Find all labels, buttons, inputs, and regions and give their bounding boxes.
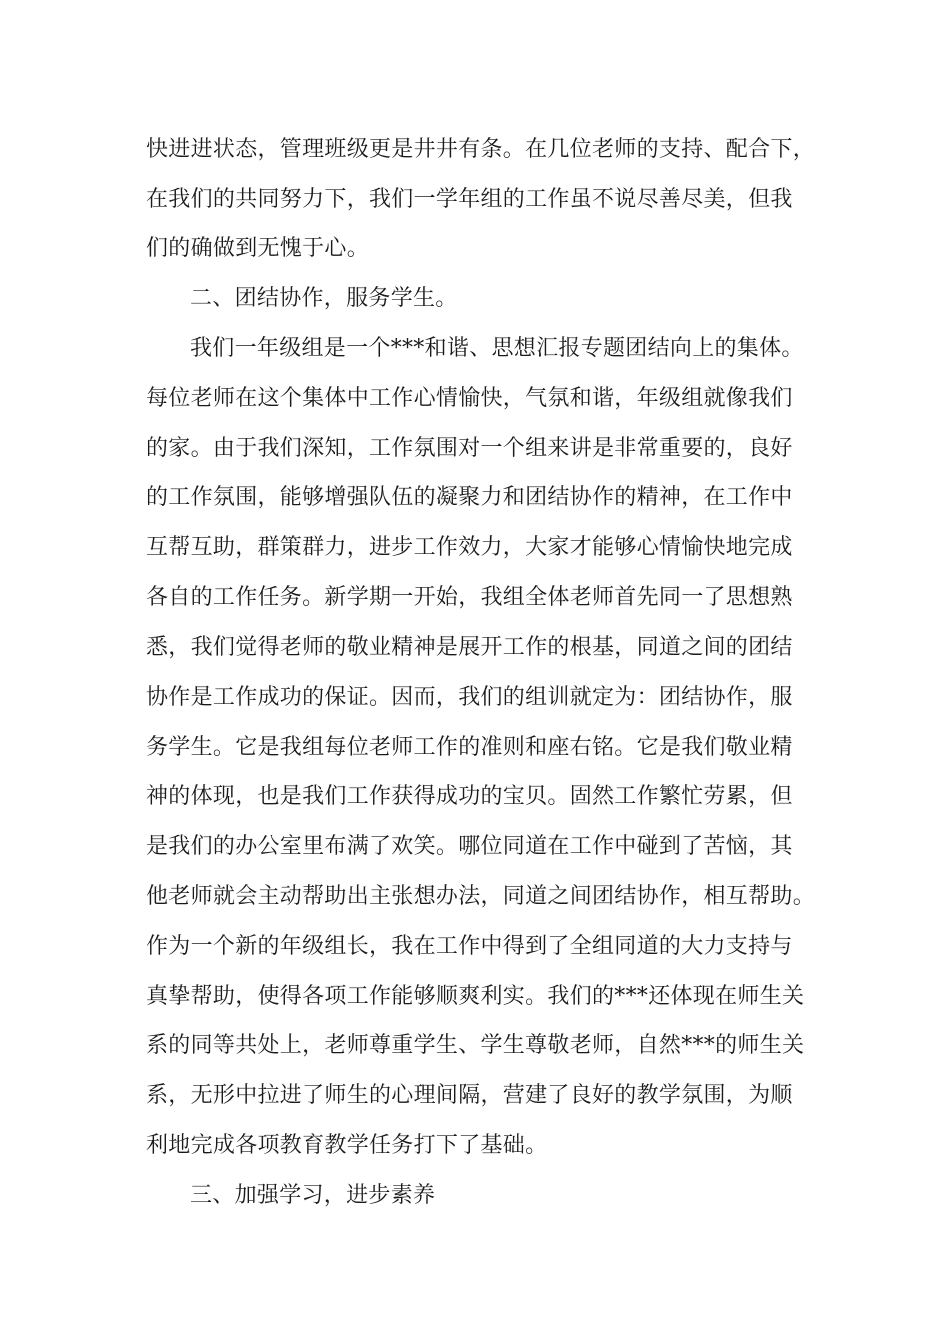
text-line: 每位老师在这个集体中工作心情愉快，气氛和谐，年级组就像我们	[146, 386, 793, 411]
text-line: 悉，我们觉得老师的敬业精神是展开工作的根基，同道之间的团结	[146, 635, 793, 660]
text-line: 神的体现，也是我们工作获得成功的宝贝。固然工作繁忙劳累，但	[146, 784, 793, 809]
text-line: 系的同等共处上，老师尊重学生、学生尊敬老师，自然***的师生关	[146, 1033, 805, 1058]
text-line: 的家。由于我们深知，工作氛围对一个组来讲是非常重要的，良好	[146, 436, 793, 461]
text-line: 在我们的共同努力下，我们一学年组的工作虽不说尽善尽美，但我	[146, 187, 793, 212]
text-line: 们的确做到无愧于心。	[146, 236, 370, 261]
section-heading: 二、团结协作，服务学生。	[190, 286, 458, 311]
text-line: 各自的工作任务。新学期一开始，我组全体老师首先同一了思想熟	[146, 585, 793, 610]
text-line: 互帮互助，群策群力，进步工作效力，大家才能够心情愉快地完成	[146, 535, 793, 560]
text-line: 系，无形中拉进了师生的心理间隔，营建了良好的教学氛围，为顺	[146, 1083, 793, 1108]
text-line: 快进进状态，管理班级更是井井有条。在几位老师的支持、配合下，	[146, 137, 816, 162]
text-line: 是我们的办公室里布满了欢笑。哪位同道在工作中碰到了苦恼，其	[146, 834, 793, 859]
text-line: 协作是工作成功的保证。因而，我们的组训就定为：团结协作，服	[146, 685, 793, 710]
text-line: 他老师就会主动帮助出主张想办法，同道之间团结协作，相互帮助。	[146, 884, 816, 909]
section-heading: 三、加强学习，进步素养	[190, 1183, 436, 1208]
text-line: 利地完成各项教育教学任务打下了基础。	[146, 1133, 548, 1158]
text-line: 的工作氛围，能够增强队伍的凝聚力和团结协作的精神，在工作中	[146, 485, 793, 510]
text-line: 务学生。它是我组每位老师工作的准则和座右铭。它是我们敬业精	[146, 735, 793, 760]
text-line: 作为一个新的年级组长，我在工作中得到了全组同道的大力支持与	[146, 934, 793, 959]
paragraph-first-line: 我们一年级组是一个***和谐、思想汇报专题团结向上的集体。	[190, 336, 804, 361]
text-line: 真挚帮助，使得各项工作能够顺爽利实。我们的***还体现在师生关	[146, 984, 805, 1009]
